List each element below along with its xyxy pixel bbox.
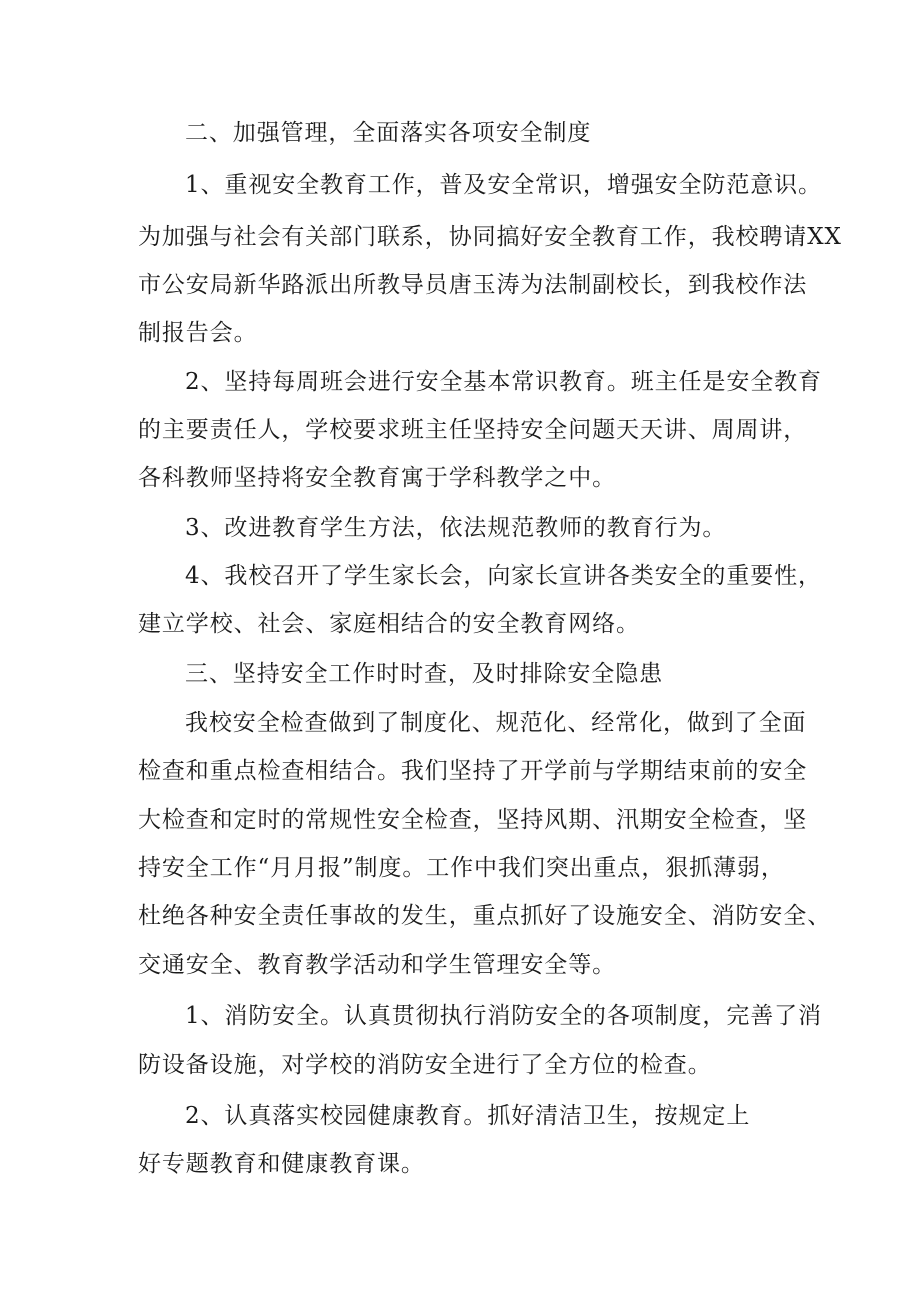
paragraph-line: 大检查和定时的常规性安全检查，坚持风期、汛期安全检查，坚 xyxy=(138,807,808,833)
paragraph-line: 杜绝各种安全责任事故的发生，重点抓好了设施安全、消防安全、 xyxy=(138,903,832,929)
paragraph-line: 我校安全检查做到了制度化、规范化、经常化，做到了全面 xyxy=(185,710,807,736)
paragraph-line: 持安全工作“月月报”制度。工作中我们突出重点，狠抓薄弱， xyxy=(138,855,785,881)
paragraph-line: 2、坚持每周班会进行安全基本常识教育。班主任是安全教育 xyxy=(185,369,822,395)
paragraph-line: 各科教师坚持将安全教育寓于学科教学之中。 xyxy=(138,465,616,491)
paragraph-line: 好专题教育和健康教育课。 xyxy=(138,1151,425,1177)
section-heading-2: 二、加强管理，全面落实各项安全制度 xyxy=(185,120,592,146)
paragraph-line: 市公安局新华路派出所教导员唐玉涛为法制副校长，到我校作法 xyxy=(138,272,808,298)
paragraph-line: 检查和重点检查相结合。我们坚持了开学前与学期结束前的安全 xyxy=(138,758,808,784)
paragraph-line: 3、改进教育学生方法，依法规范教师的教育行为。 xyxy=(185,515,727,541)
paragraph-line: 1、重视安全教育工作，普及安全常识，增强安全防范意识。 xyxy=(185,172,822,198)
paragraph-line: 的主要责任人，学校要求班主任坚持安全问题天天讲、周周讲， xyxy=(138,417,808,443)
paragraph-line: 为加强与社会有关部门联系，协同搞好安全教育工作，我校聘请XX xyxy=(138,224,842,250)
paragraph-line: 防设备设施，对学校的消防安全进行了全方位的检查。 xyxy=(138,1052,712,1078)
paragraph-line: 2、认真落实校园健康教育。抓好清洁卫生，按规定上 xyxy=(185,1103,751,1129)
section-heading-3: 三、坚持安全工作时时查，及时排除安全隐患 xyxy=(185,661,663,687)
paragraph-line: 1、消防安全。认真贯彻执行消防安全的各项制度，完善了消 xyxy=(185,1003,822,1029)
paragraph-line: 制报告会。 xyxy=(138,320,258,346)
paragraph-line: 交通安全、教育教学活动和学生管理安全等。 xyxy=(138,952,616,978)
paragraph-line: 4、我校召开了学生家长会，向家长宣讲各类安全的重要性， xyxy=(185,563,822,589)
paragraph-line: 建立学校、社会、家庭相结合的安全教育网络。 xyxy=(138,611,640,637)
